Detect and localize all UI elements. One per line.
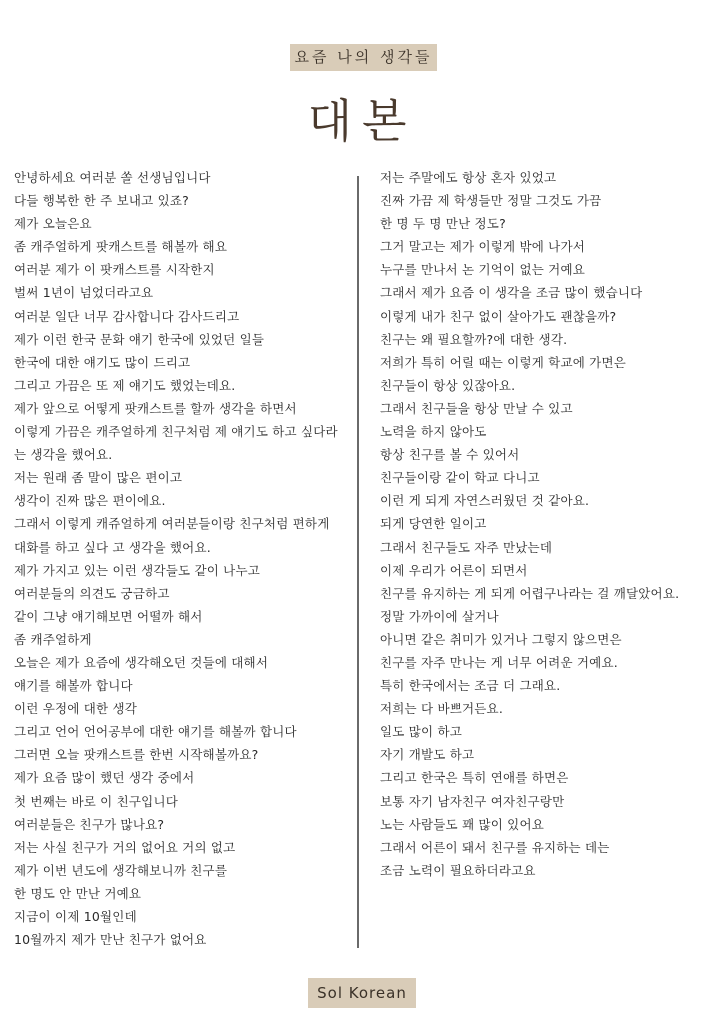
script-line: 여러분 일단 너무 감사합니다 감사드리고 bbox=[14, 308, 240, 324]
script-line: 오늘은 제가 요즘에 생각해오던 것들에 대해서 bbox=[14, 654, 269, 670]
script-line: 이렇게 내가 친구 없이 살아가도 괜찮을까? bbox=[380, 308, 617, 324]
script-line: 여러분들의 의견도 궁금하고 bbox=[14, 585, 170, 601]
script-line: 자기 개발도 하고 bbox=[380, 747, 475, 763]
script-line: 이렇게 가끔은 캐주얼하게 친구처럼 제 얘기도 하고 싶다라 bbox=[14, 424, 338, 440]
script-line: 친구들이 항상 있잖아요. bbox=[380, 377, 516, 393]
script-line: 제가 이런 한국 문화 얘기 한국에 있었던 일들 bbox=[14, 331, 265, 347]
script-line: 제가 요즘 많이 했던 생각 중에서 bbox=[14, 770, 195, 786]
script-line: 저희가 특히 어릴 때는 이렇게 학교에 가면은 bbox=[380, 354, 626, 370]
script-line: 그리고 가끔은 또 제 얘기도 했었는데요. bbox=[14, 377, 236, 393]
column-divider bbox=[357, 176, 359, 948]
script-line: 는 생각을 했어요. bbox=[14, 447, 113, 463]
script-line: 그거 말고는 제가 이렇게 밖에 나가서 bbox=[380, 239, 585, 255]
script-line: 노력을 하지 않아도 bbox=[380, 424, 487, 440]
script-line: 좀 캐주얼하게 팟캐스트를 해볼까 해요 bbox=[14, 239, 228, 255]
script-line: 지금이 이제 10월인데 bbox=[14, 909, 137, 924]
script-line: 제가 이번 년도에 생각해보니까 친구를 bbox=[14, 862, 228, 878]
script-line: 보통 자기 남자친구 여자친구랑만 bbox=[380, 793, 565, 809]
script-line: 10월까지 제가 만난 친구가 없어요 bbox=[14, 932, 207, 948]
script-line: 그러면 오늘 팟캐스트를 한번 시작해볼까요? bbox=[14, 747, 259, 763]
script-line: 누구를 만나서 논 기억이 없는 거예요 bbox=[380, 262, 585, 278]
script-line: 이런 게 되게 자연스러웠던 것 같아요. bbox=[380, 493, 590, 509]
script-line: 특히 한국에서는 조금 더 그래요. bbox=[380, 678, 561, 694]
script-line: 조금 노력이 필요하더라고요 bbox=[380, 862, 536, 878]
script-line: 그래서 친구들을 항상 만날 수 있고 bbox=[380, 400, 573, 416]
script-column-right bbox=[380, 166, 710, 882]
script-line: 항상 친구를 볼 수 있어서 bbox=[380, 447, 520, 463]
brand-tag: Sol Korean bbox=[308, 978, 416, 1008]
script-line: 얘기를 해볼까 합니다 bbox=[14, 678, 133, 694]
page-title: 대본 bbox=[307, 94, 417, 148]
script-column-left bbox=[14, 166, 344, 951]
script-line: 대화를 하고 싶다 고 생각을 했어요. bbox=[14, 539, 211, 555]
subtitle-tag: 요즘 나의 생각들 bbox=[290, 44, 437, 71]
script-line: 좀 캐주얼하게 bbox=[14, 631, 92, 647]
script-line: 벌써 1년이 넘었더라고요 bbox=[14, 285, 154, 301]
script-line: 여러분들은 친구가 많나요? bbox=[14, 816, 165, 832]
script-line: 한국에 대한 얘기도 많이 드리고 bbox=[14, 354, 191, 370]
script-line: 다들 행복한 한 주 보내고 있죠? bbox=[14, 193, 190, 209]
script-line: 노는 사람들도 꽤 많이 있어요 bbox=[380, 816, 544, 832]
script-line: 같이 그냥 얘기해보면 어떨까 해서 bbox=[14, 608, 203, 624]
script-line: 일도 많이 하고 bbox=[380, 724, 462, 740]
script-line: 친구는 왜 필요할까?에 대한 생각. bbox=[380, 331, 568, 347]
script-line: 첫 번째는 바로 이 친구입니다 bbox=[14, 793, 178, 809]
script-line: 되게 당연한 일이고 bbox=[380, 516, 487, 532]
script-line: 그래서 어른이 돼서 친구를 유지하는 데는 bbox=[380, 839, 610, 855]
script-line: 저희는 다 바쁘거든요. bbox=[380, 701, 503, 717]
script-line: 제가 오늘은요 bbox=[14, 216, 92, 232]
script-line: 그래서 이렇게 캐쥬얼하게 여러분들이랑 친구처럼 편하게 bbox=[14, 516, 330, 532]
script-line: 친구를 유지하는 게 되게 어렵구나라는 걸 깨달았어요. bbox=[380, 585, 680, 601]
script-line: 이제 우리가 어른이 되면서 bbox=[380, 562, 528, 578]
script-line: 제가 앞으로 어떻게 팟캐스트를 할까 생각을 하면서 bbox=[14, 400, 297, 416]
script-line: 그리고 한국은 특히 연애를 하면은 bbox=[380, 770, 569, 786]
script-line: 저는 사실 친구가 거의 없어요 거의 없고 bbox=[14, 839, 236, 855]
script-line: 여러분 제가 이 팟캐스트를 시작한지 bbox=[14, 262, 215, 278]
script-line: 저는 주말에도 항상 혼자 있었고 bbox=[380, 170, 557, 185]
script-line: 한 명도 안 만난 거예요 bbox=[14, 885, 142, 901]
script-line: 이런 우정에 대한 생각 bbox=[14, 701, 137, 717]
script-line: 그래서 친구들도 자주 만났는데 bbox=[380, 539, 553, 555]
script-line: 그래서 제가 요즘 이 생각을 조금 많이 했습니다 bbox=[380, 285, 643, 301]
script-line: 저는 원래 좀 말이 많은 편이고 bbox=[14, 470, 183, 486]
script-line: 그리고 언어 언어공부에 대한 얘기를 해볼까 합니다 bbox=[14, 724, 297, 740]
script-line: 한 명 두 명 만난 정도? bbox=[380, 216, 506, 232]
script-line: 친구들이랑 같이 학교 다니고 bbox=[380, 470, 540, 486]
script-line: 정말 가까이에 살거나 bbox=[380, 608, 499, 624]
script-line: 진짜 가끔 제 학생들만 정말 그것도 가끔 bbox=[380, 193, 602, 209]
script-line: 생각이 진짜 많은 편이에요. bbox=[14, 493, 166, 509]
script-line: 친구를 자주 만나는 게 너무 어려운 거예요. bbox=[380, 654, 618, 670]
script-line: 안녕하세요 여러분 쏠 선생님입니다 bbox=[14, 170, 211, 185]
script-line: 제가 가지고 있는 이런 생각들도 같이 나누고 bbox=[14, 562, 260, 578]
script-line: 아니면 같은 취미가 있거나 그렇지 않으면은 bbox=[380, 631, 622, 647]
